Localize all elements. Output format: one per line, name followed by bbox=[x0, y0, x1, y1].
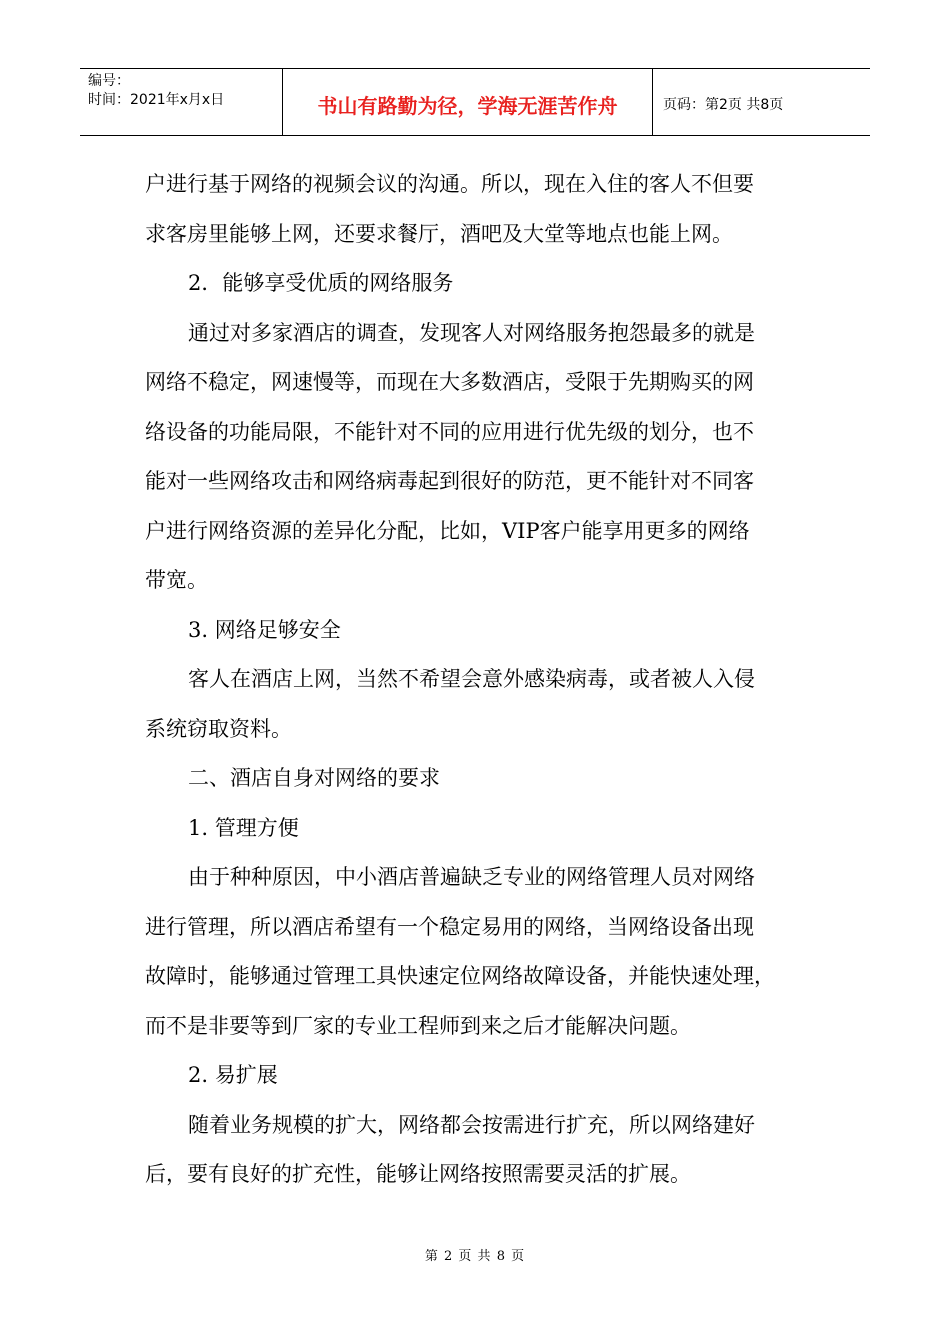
section-heading: 2．能够享受优质的网络服务 bbox=[188, 271, 454, 295]
body-line: 后，要有良好的扩充性，能够让网络按照需要灵活的扩展。 bbox=[145, 1162, 691, 1186]
document-number-label: 编号： bbox=[88, 73, 130, 89]
body-line: 网络不稳定，网速慢等，而现在大多数酒店，受限于先期购买的网 bbox=[145, 370, 754, 394]
page-footer: 第 2 页 共 8 页 bbox=[424, 1249, 526, 1264]
body-line: 而不是非要等到厂家的专业工程师到来之后才能解决问题。 bbox=[145, 1013, 691, 1038]
body-line: 能对一些网络攻击和网络病毒起到很好的防范，更不能针对不同客 bbox=[145, 469, 754, 493]
body-line: 求客房里能够上网，还要求餐厅，酒吧及大堂等地点也能上网。 bbox=[145, 221, 733, 246]
section-heading: 2. 易扩展 bbox=[188, 1063, 278, 1087]
body-line: 户进行基于网络的视频会议的沟通。所以，现在入住的客人不但要 bbox=[145, 172, 754, 196]
section-heading: 3. 网络足够安全 bbox=[188, 617, 341, 642]
document-date-label: 时间：2021年x月x日 bbox=[88, 92, 225, 108]
header-motto: 书山有路勤为径，学海无涯苦作舟 bbox=[283, 69, 653, 135]
document-header bbox=[80, 68, 870, 136]
body-line: 故障时，能够通过管理工具快速定位网络故障设备，并能快速处理， bbox=[145, 964, 775, 988]
chapter-heading: 二、酒店自身对网络的要求 bbox=[188, 766, 440, 790]
document-body bbox=[145, 160, 825, 1200]
body-line: 带宽。 bbox=[145, 568, 208, 592]
section-heading: 1. 管理方便 bbox=[188, 815, 299, 840]
body-line: 系统窃取资料。 bbox=[145, 716, 292, 741]
body-line: 进行管理，所以酒店希望有一个稳定易用的网络，当网络设备出现 bbox=[145, 914, 754, 939]
body-line: 户进行网络资源的差异化分配，比如，VIP客户能享用更多的网络 bbox=[145, 518, 750, 543]
body-line: 由于种种原因，中小酒店普遍缺乏专业的网络管理人员对网络 bbox=[188, 865, 755, 889]
body-line: 客人在酒店上网，当然不希望会意外感染病毒，或者被人入侵 bbox=[188, 667, 755, 691]
body-line: 随着业务规模的扩大，网络都会按需进行扩充，所以网络建好 bbox=[188, 1112, 755, 1137]
body-line: 通过对多家酒店的调查，发现客人对网络服务抱怨最多的就是 bbox=[188, 320, 755, 345]
body-line: 络设备的功能局限，不能针对不同的应用进行优先级的划分，也不 bbox=[145, 419, 754, 444]
header-page-info: 页码：第2页 共8页 bbox=[663, 97, 784, 113]
header-meta-cell bbox=[80, 69, 283, 135]
